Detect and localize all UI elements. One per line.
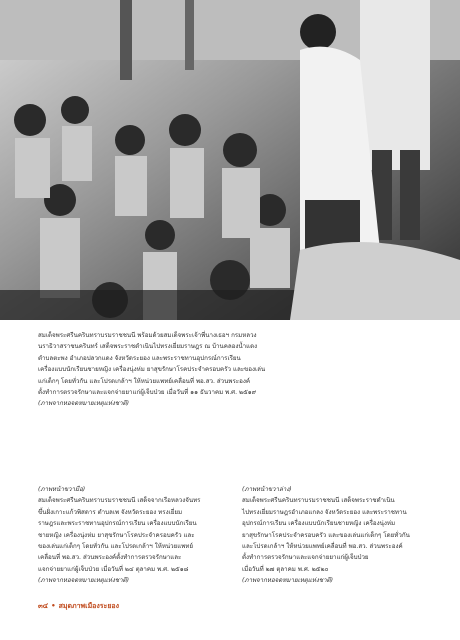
caption-left-line: เคลื่อนที่ พอ.สว. ส่วนพระองค์ตั้งทำการตรวจรักษาและ	[38, 554, 182, 562]
page-number: ๓๔	[38, 602, 49, 610]
caption-left-line: สมเด็จพระศรีนครินทราบรมราชชนนี เสด็จจากเรือหลวงจันทร	[38, 497, 201, 505]
caption-right-line: เมื่อวันที่ ๒๗ ตุลาคม พ.ศ. ๒๕๒๐	[242, 565, 329, 573]
caption-left-line: ขึ้นฝั่งเกาะแก้วพิสดาร ตำบลเพ จังหวัดระยอง ทรงเยี่ยม	[38, 508, 183, 516]
caption-main-line: เครื่องแบบนักเรียนชายหญิง เครื่องนุ่งห่ม ยาสุขรักษาโรคประจำครอบครัว และของเล่น	[38, 366, 266, 374]
caption-right-line: ไปทรงเยี่ยมราษฎรอำเภอแกลง จังหวัดระยอง และพระราชทาน	[242, 508, 407, 516]
caption-left-label: (ภาพหน้าขวามือ)	[38, 486, 86, 493]
caption-main	[38, 330, 416, 410]
caption-right-line: สมเด็จพระศรีนครินทราบรมราชชนนี เสด็จพระราชดำเนิน	[242, 497, 395, 505]
caption-right-line: ตั้งทำการตรวจรักษาและแจกจ่ายยาแก่ผู้เจ็บป่วย	[242, 554, 369, 562]
caption-right-line: และโปรดเกล้าฯ ให้หน่วยแพทย์เคลื่อนที่ พอ.สว. ส่วนพระองค์	[242, 543, 403, 551]
page-footer	[38, 601, 119, 612]
caption-right-line: อุปกรณ์การเรียน เครื่องแบบนักเรียนชายหญิง เครื่องนุ่งห่ม	[242, 520, 396, 528]
footer-separator: •	[51, 602, 56, 610]
caption-left-line: ของเล่นแก่เด็กๆ โดยทั่วกัน และโปรดเกล้าฯ ให้หน่วยแพทย์	[38, 543, 194, 551]
caption-main-line: สมเด็จพระศรีนครินทราบรมราชชนนี พร้อมด้วยสมเด็จพระเจ้าพี่นางเธอฯ กรมหลวง	[38, 332, 257, 339]
caption-right-line: ยาสุขรักษาโรคประจำครอบครัว และของเล่นแก่เด็กๆ โดยทั่วกัน	[242, 531, 410, 539]
caption-left-line: ชายหญิง เครื่องนุ่งห่ม ยาสุขรักษาโรคประจำครอบครัว และ	[38, 531, 195, 539]
caption-right-label: (ภาพหน้าขวาล่าง)	[242, 486, 292, 493]
caption-main-line: นราธิวาสราชนครินทร์ เสด็จพระราชดำเนินไปทรงเยี่ยมราษฎร ณ บ้านคลองน้ำแดง	[38, 343, 258, 351]
caption-right	[242, 484, 427, 587]
caption-left-line: ราษฎรและพระราชทานอุปกรณ์การเรียน เครื่องแบบนักเรียน	[38, 520, 197, 528]
caption-main-line: ตั้งทำการตรวจรักษาและแจกจ่ายยาแก่ผู้เจ็บป่วย เมื่อวันที่ ๑๑ ธันวาคม พ.ศ. ๒๕๑๙	[38, 389, 257, 397]
caption-main-line: แก่เด็กๆ โดยทั่วกัน และโปรดเกล้าฯ ให้หน่วยแพทย์เคลื่อนที่ พอ.สว. ส่วนพระองค์	[38, 377, 250, 385]
book-title: สมุดภาพเมืองระยอง	[58, 602, 120, 610]
caption-main-line: ตำบลตะพง อำเภอปลวกแดง จังหวัดระยอง และพระราชทานอุปกรณ์การเรียน	[38, 354, 241, 362]
caption-left-line: แจกจ่ายยาแก่ผู้เจ็บป่วย เมื่อวันที่ ๒๔ ตุลาคม พ.ศ. ๒๕๑๘	[38, 565, 189, 573]
caption-main-source: (ภาพจากหอจดหมายเหตุแห่งชาติ)	[38, 400, 129, 408]
caption-right-source: (ภาพจากหอจดหมายเหตุแห่งชาติ)	[242, 577, 333, 585]
caption-left-source: (ภาพจากหอจดหมายเหตุแห่งชาติ)	[38, 577, 129, 585]
caption-left	[38, 484, 223, 587]
